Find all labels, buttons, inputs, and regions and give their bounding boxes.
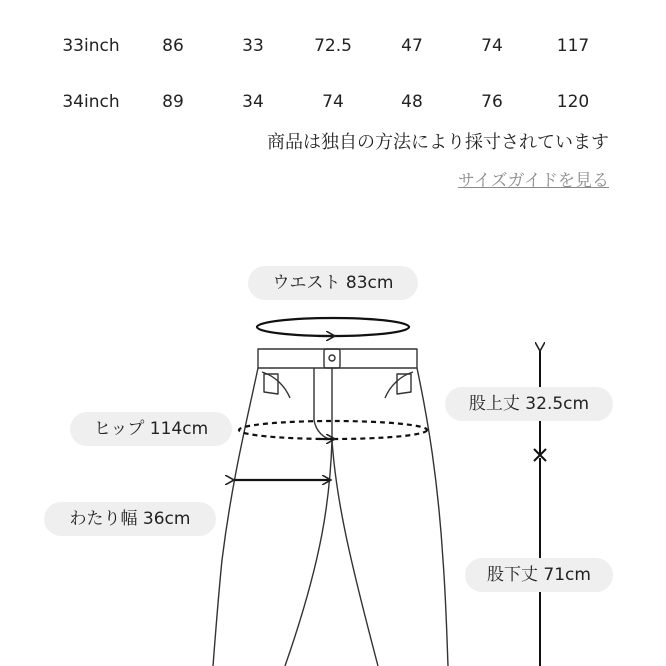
table-cell: 120 xyxy=(556,92,590,112)
thigh-width-label: わたり幅 36cm xyxy=(44,502,216,536)
table-cell: 34 xyxy=(242,92,264,112)
left-coin-pocket xyxy=(264,374,278,394)
table-cell: 74 xyxy=(322,92,344,112)
measurement-note: 商品は独自の方法により採寸されています xyxy=(267,132,609,153)
size-cell: 34inch xyxy=(62,92,120,112)
size-guide-link[interactable]: サイズガイドを見る xyxy=(457,171,609,191)
table-cell: 48 xyxy=(401,92,423,112)
hip-label: ヒップ 114cm xyxy=(70,412,232,446)
size-cell: 33inch xyxy=(62,36,120,56)
table-cell: 47 xyxy=(401,36,423,56)
hip-ellipse xyxy=(239,421,427,439)
table-cell: 72.5 xyxy=(314,36,352,56)
table-cell: 86 xyxy=(162,36,184,56)
button-tab xyxy=(324,349,340,368)
waist-ellipse xyxy=(257,318,409,336)
table-cell: 89 xyxy=(162,92,184,112)
table-cell: 33 xyxy=(242,36,264,56)
right-coin-pocket xyxy=(397,374,411,394)
inseam-label: 股下丈 71cm xyxy=(465,558,613,592)
right-leg-outline xyxy=(417,368,448,666)
table-cell: 76 xyxy=(481,92,503,112)
fly-stitch xyxy=(314,368,332,440)
waist-label: ウエスト 83cm xyxy=(248,266,418,300)
table-cell: 117 xyxy=(556,36,590,56)
waistband-outline xyxy=(258,349,417,368)
table-cell: 74 xyxy=(481,36,503,56)
left-inseam xyxy=(285,440,332,666)
rise-label: 股上丈 32.5cm xyxy=(445,387,613,421)
button-icon xyxy=(329,355,335,361)
right-inseam xyxy=(332,440,378,666)
